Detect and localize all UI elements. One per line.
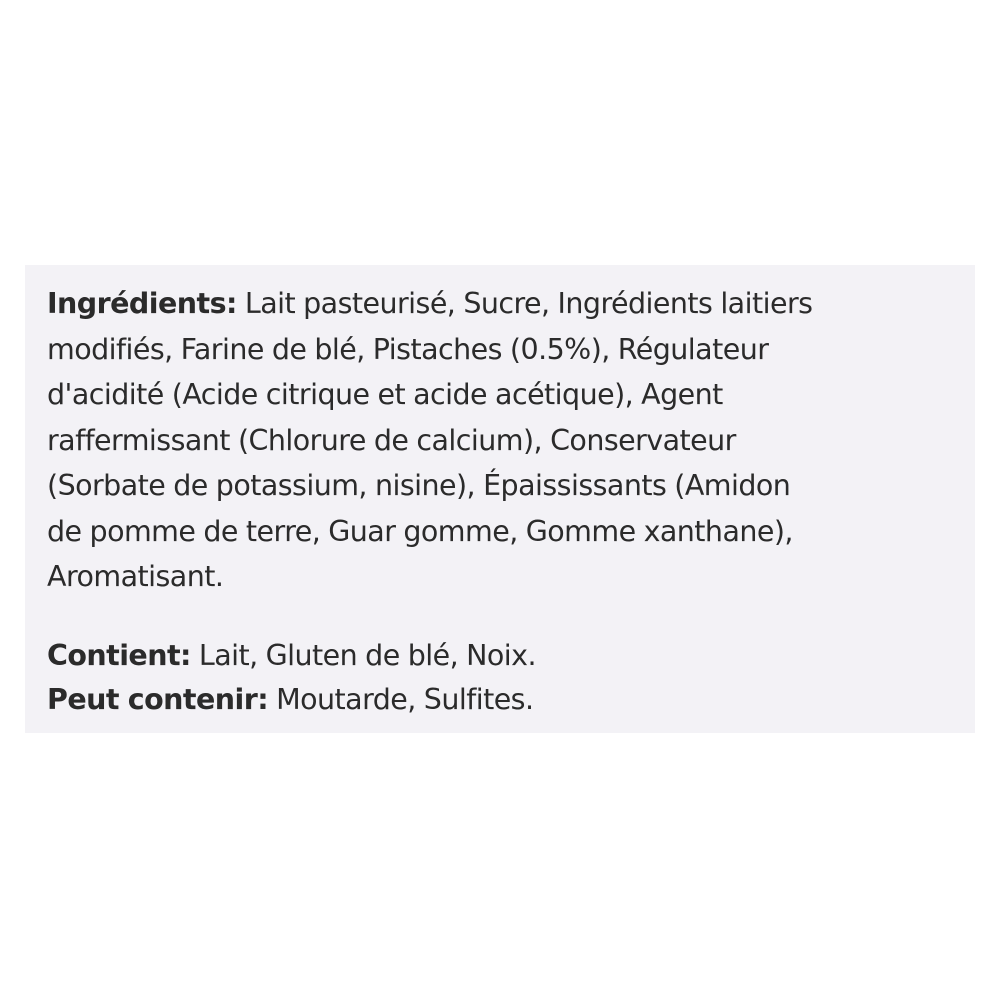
ingredients-text: Lait pasteurisé, Sucre, Ingrédients laitiers	[236, 287, 813, 320]
contains-text: Lait, Gluten de blé, Noix.	[190, 638, 536, 672]
may-contain-text: Moutarde, Sulfites.	[268, 682, 534, 716]
ingredients-line: modifiés, Farine de blé, Pistaches (0.5%), Régulateur	[47, 332, 769, 366]
ingredients-line	[47, 281, 953, 327]
ingredients-line: (Sorbate de potassium, nisine), Épaississants (Amidon	[47, 469, 791, 502]
ingredients-heading: Ingrédients:	[47, 287, 237, 320]
ingredient-label-panel	[25, 265, 975, 733]
ingredients-line: de pomme de terre, Guar gomme, Gomme xanthane),	[47, 514, 793, 548]
ingredients-line: d'acidité (Acide citrique et acide acétique), Agent	[47, 378, 723, 411]
allergens-paragraph	[47, 634, 953, 722]
ingredients-paragraph	[47, 281, 953, 600]
ingredients-line: Aromatisant.	[47, 560, 224, 593]
contains-line	[47, 634, 953, 678]
ingredients-line: raffermissant (Chlorure de calcium), Conservateur	[47, 423, 736, 457]
may-contain-heading: Peut contenir:	[47, 682, 269, 716]
may-contain-line	[47, 678, 953, 722]
contains-heading: Contient:	[47, 638, 191, 672]
